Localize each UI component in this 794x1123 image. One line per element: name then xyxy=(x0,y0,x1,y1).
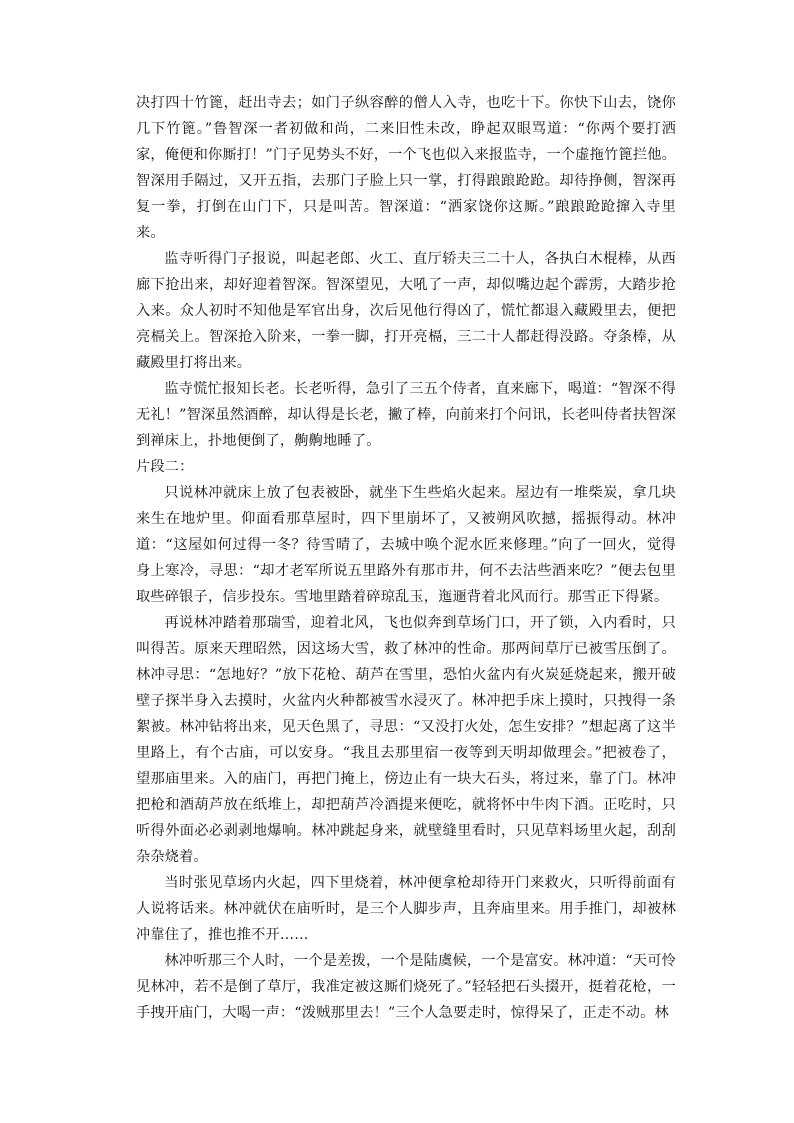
paragraph-5: 再说林冲踏着那瑞雪，迎着北风，飞也似奔到草场门口，开了锁，入内看时，只叫得苦。原来天理昭然，因这场大雪，救了林冲的性命。那两间草厅已被雪压倒了。林冲寻思：“怎地好？”放下花枪、葫芦在雪里，恐怕火盆内有火炭延烧起来，搬开破壁子探半身入去摸时，火盆内火种都被雪水浸灭了。林冲把手床上摸时，只拽得一条絮被。林冲钻将出来，见天色黑了，寻思：“又没打火处，怎生安排？”想起离了这半里路上，有个古庙，可以安身。“我且去那里宿一夜等到天明却做理会。”把被卷了，望那庙里来。入的庙门，再把门掩上，傍边止有一块大石头，将过来，靠了门。林冲把枪和酒葫芦放在纸堆上，却把葫芦冷酒提来便吃，就将怀中牛肉下酒。正吃时，只听得外面必必剥剥地爆响。林冲跳起身来，就壁缝里看时，只见草料场里火起，刮刮杂杂烧着。 xyxy=(136,615,676,865)
paragraph-6: 当时张见草场内火起，四下里烧着，林冲便拿枪却待开门来救火，只听得前面有人说将话来。林冲就伏在庙听时，是三个人脚步声，且奔庙里来。用手推门，却被林冲靠住了，推也推不开…… xyxy=(136,875,676,943)
section-label-fragment-2: 片段二： xyxy=(136,459,194,475)
paragraph-2: 监寺听得门子报说，叫起老郎、火工、直厅轿夫三二十人，各执白木棍棒，从西廊下抢出来，却好迎着智深。智深望见，大吼了一声，却似嘴边起个霹雳，大踏步抢入来。众人初时不知他是军官出身，次后见他行得凶了，慌忙都退入藏殿里去，便把亮槅关上。智深抢入阶来，一拳一脚，打开亮槅，三二十人都赶得没路。夺条棒，从藏殿里打将出来。 xyxy=(136,251,676,371)
document-body xyxy=(136,90,676,1026)
paragraph-4: 只说林冲就床上放了包表被卧，就坐下生些焰火起来。屋边有一堆柴炭，拿几块来生在地炉里。仰面看那草屋时，四下里崩坏了，又被朔风吹撼，摇振得动。林冲道：“这屋如何过得一冬？待雪晴了，去城中唤个泥水匠来修理。”向了一回火，觉得身上寒冷，寻思：“却才老军所说五里路外有那市井，何不去沽些酒来吃？”便去包里取些碎银子，信步投东。雪地里踏着碎琼乱玉，迤逦背着北风而行。那雪正下得紧。 xyxy=(136,485,676,605)
paragraph-7: 林冲听那三个人时，一个是差拨，一个是陆虞候，一个是富安。林冲道：“天可怜见林冲，若不是倒了草厅，我准定被这厮们烧死了。”轻轻把石头掇开，挺着花枪，一手拽开庙门，大喝一声：“泼贼那里去！”三个人急要走时，惊得呆了，正走不动。林 xyxy=(136,953,676,1021)
paragraph-1: 决打四十竹篦，赶出寺去；如门子纵容醉的僧人入寺，也吃十下。你快下山去，饶你几下竹篦。”鲁智深一者初做和尚，二来旧性未改，睁起双眼骂道：“你两个要打洒家，俺便和你厮打！”门子见势头不好，一个飞也似入来报监寺，一个虚拖竹篦拦他。智深用手隔过，又开五指，去那门子脸上只一掌，打得踉踉跄跄。却待挣侧，智深再复一拳，打倒在山门下，只是叫苦。智深道：“洒家饶你这厮。”踉踉跄跄撺入寺里来。 xyxy=(136,95,676,241)
paragraph-3: 监寺慌忙报知长老。长老听得，急引了三五个侍者，直来廊下，喝道：“智深不得无礼！”智深虽然酒醉，却认得是长老，撇了棒，向前来打个问讯，长老叫侍者扶智深到禅床上，扑地便倒了，齁齁地睡了。 xyxy=(136,381,676,449)
